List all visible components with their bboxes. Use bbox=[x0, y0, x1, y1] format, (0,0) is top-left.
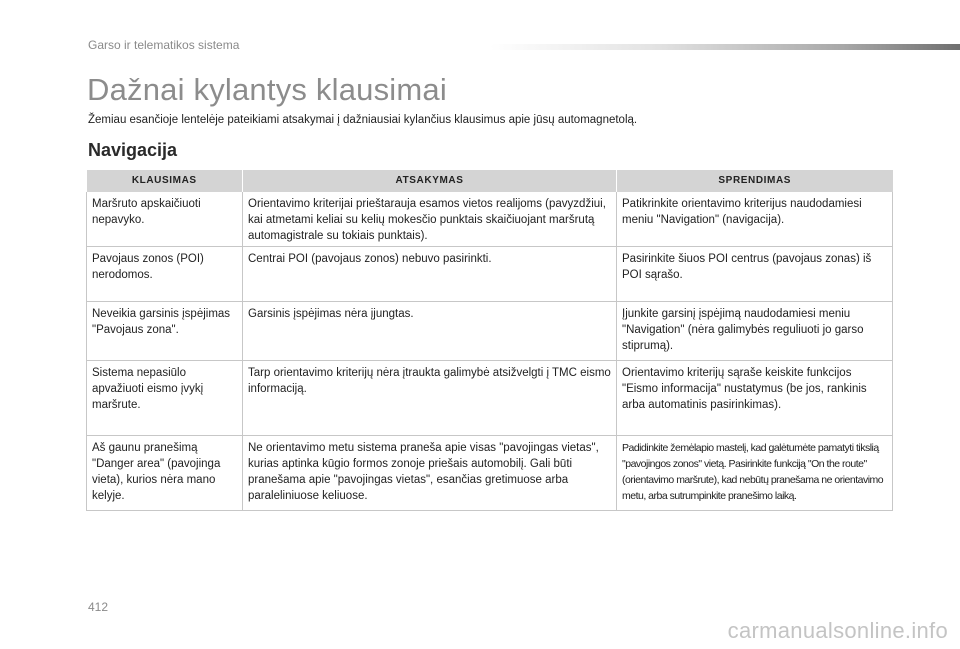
question-cell: Aš gaunu pranešimą "Danger area" (pavojinga vieta), kurios nėra mano kelyje. bbox=[87, 436, 243, 511]
column-header-solution: SPRENDIMAS bbox=[617, 170, 893, 192]
intro-text: Žemiau esančioje lentelėje pateikiami atsakymai į dažniausiai kylančius klausimus apie jūsų automagnetolą. bbox=[88, 114, 638, 126]
faq-table bbox=[86, 170, 893, 511]
table-row bbox=[87, 192, 893, 247]
section-header-label: Garso ir telematikos sistema bbox=[88, 38, 240, 52]
column-header-answer: ATSAKYMAS bbox=[243, 170, 617, 192]
answer-cell: Orientavimo kriterijai prieštarauja esamos vietos realijoms (pavyzdžiui, kai atmetami keliai su kelių mokesčio punktais skaičiuojant maršrutą automagistrale su tokiais punktais). bbox=[243, 192, 617, 247]
watermark: carmanualsonline.info bbox=[727, 618, 948, 643]
table-row bbox=[87, 247, 893, 302]
question-cell: Sistema nepasiūlo apvažiuoti eismo įvykį maršrute. bbox=[87, 361, 243, 436]
answer-cell: Garsinis įspėjimas nėra įjungtas. bbox=[243, 302, 617, 361]
question-cell: Maršruto apskaičiuoti nepavyko. bbox=[87, 192, 243, 247]
table-row bbox=[87, 436, 893, 511]
header-gradient-bar bbox=[490, 44, 960, 50]
section-title: Navigacija bbox=[88, 140, 178, 160]
table-row bbox=[87, 302, 893, 361]
answer-cell: Ne orientavimo metu sistema praneša apie visas "pavojingas vietas", kurias aptinka kūgio formos zonoje priešais automobilį. Gali būti pranešama apie "pavojingas vietas", esančias gretimuose arba paraleliniuose keliuose. bbox=[243, 436, 617, 511]
answer-cell: Centrai POI (pavojaus zonos) nebuvo pasirinkti. bbox=[243, 247, 617, 302]
solution-cell: Orientavimo kriterijų sąraše keiskite funkcijos "Eismo informacija" nustatymus (be jos, rankinis arba automatinis pasirinkimas). bbox=[617, 361, 893, 436]
table-header-row bbox=[87, 170, 893, 192]
page-number: 412 bbox=[88, 600, 109, 614]
answer-cell: Tarp orientavimo kriterijų nėra įtraukta galimybė atsižvelgti į TMC eismo informaciją. bbox=[243, 361, 617, 436]
solution-cell: Patikrinkite orientavimo kriterijus naudodamiesi meniu "Navigation" (navigacija). bbox=[617, 192, 893, 247]
solution-cell: Pasirinkite šiuos POI centrus (pavojaus zonas) iš POI sąrašo. bbox=[617, 247, 893, 302]
column-header-question: KLAUSIMAS bbox=[87, 170, 243, 192]
question-cell: Neveikia garsinis įspėjimas "Pavojaus zona". bbox=[87, 302, 243, 361]
question-cell: Pavojaus zonos (POI) nerodomos. bbox=[87, 247, 243, 302]
solution-cell: Įjunkite garsinį įspėjimą naudodamiesi meniu "Navigation" (nėra galimybės reguliuoti jo garso stiprumą). bbox=[617, 302, 893, 361]
table-row bbox=[87, 361, 893, 436]
solution-cell: Padidinkite žemėlapio mastelį, kad galėtumėte pamatyti tikslią "pavojingos zonos" vietą. Pasirinkite funkciją "On the route" (orientavimo maršrute), kad nebūtų pranešama ne orientavimo metu, arba sutrumpinkite pranešimo laiką. bbox=[617, 436, 893, 511]
page-title: Dažnai kylantys klausimai bbox=[87, 72, 447, 107]
